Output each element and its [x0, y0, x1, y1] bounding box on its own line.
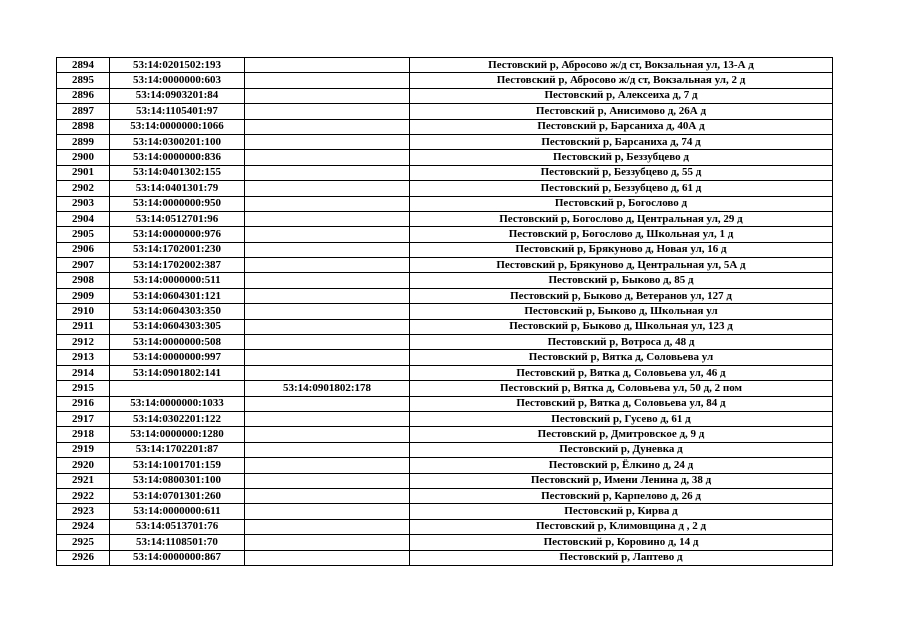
address-cell: Пестовский р, Гусево д, 61 д	[410, 411, 833, 426]
row-number-cell: 2899	[57, 134, 110, 149]
additional-cadastral-number-cell: 53:14:0901802:178	[245, 381, 410, 396]
row-number-cell: 2901	[57, 165, 110, 180]
table-row	[57, 242, 833, 257]
row-number-cell: 2902	[57, 181, 110, 196]
additional-cadastral-number-cell	[245, 119, 410, 134]
table-row	[57, 381, 833, 396]
cadastral-number-cell: 53:14:0401301:79	[110, 181, 245, 196]
additional-cadastral-number-cell	[245, 442, 410, 457]
additional-cadastral-number-cell	[245, 104, 410, 119]
table-row	[57, 227, 833, 242]
cadastral-number-cell: 53:14:0513701:76	[110, 519, 245, 534]
additional-cadastral-number-cell	[245, 473, 410, 488]
address-cell: Пестовский р, Быково д, Ветеранов ул, 127 д	[410, 288, 833, 303]
row-number-cell: 2910	[57, 304, 110, 319]
address-cell: Пестовский р, Коровино д, 14 д	[410, 535, 833, 550]
additional-cadastral-number-cell	[245, 335, 410, 350]
cadastral-number-cell: 53:14:0000000:603	[110, 73, 245, 88]
cadastral-number-cell: 53:14:1105401:97	[110, 104, 245, 119]
table-row	[57, 304, 833, 319]
cadastral-number-cell: 53:14:0604303:305	[110, 319, 245, 334]
row-number-cell: 2913	[57, 350, 110, 365]
cadastral-number-cell: 53:14:0604303:350	[110, 304, 245, 319]
table-row	[57, 411, 833, 426]
additional-cadastral-number-cell	[245, 411, 410, 426]
additional-cadastral-number-cell	[245, 350, 410, 365]
address-cell: Пестовский р, Вятка д, Соловьева ул, 50 д, 2 пом	[410, 381, 833, 396]
table-row	[57, 104, 833, 119]
row-number-cell: 2907	[57, 258, 110, 273]
address-cell: Пестовский р, Беззубцево д	[410, 150, 833, 165]
row-number-cell: 2898	[57, 119, 110, 134]
additional-cadastral-number-cell	[245, 396, 410, 411]
cadastral-number-cell: 53:14:1702001:230	[110, 242, 245, 257]
table-row	[57, 165, 833, 180]
address-cell: Пестовский р, Ёлкино д, 24 д	[410, 458, 833, 473]
row-number-cell: 2909	[57, 288, 110, 303]
table-row	[57, 119, 833, 134]
row-number-cell: 2920	[57, 458, 110, 473]
cadastral-number-cell: 53:14:0000000:997	[110, 350, 245, 365]
address-cell: Пестовский р, Вятка д, Соловьева ул, 84 д	[410, 396, 833, 411]
register-table-body	[57, 58, 833, 566]
address-cell: Пестовский р, Брякуново д, Новая ул, 16 д	[410, 242, 833, 257]
row-number-cell: 2904	[57, 211, 110, 226]
additional-cadastral-number-cell	[245, 488, 410, 503]
table-row	[57, 473, 833, 488]
additional-cadastral-number-cell	[245, 181, 410, 196]
cadastral-number-cell: 53:14:0000000:867	[110, 550, 245, 565]
table-row	[57, 134, 833, 149]
table-row	[57, 365, 833, 380]
table-row	[57, 288, 833, 303]
address-cell: Пестовский р, Богослово д, Центральная ул, 29 д	[410, 211, 833, 226]
table-row	[57, 73, 833, 88]
address-cell: Пестовский р, Карпелово д, 26 д	[410, 488, 833, 503]
table-row	[57, 211, 833, 226]
address-cell: Пестовский р, Быково д, Школьная ул	[410, 304, 833, 319]
additional-cadastral-number-cell	[245, 288, 410, 303]
table-row	[57, 258, 833, 273]
address-cell: Пестовский р, Лаптево д	[410, 550, 833, 565]
additional-cadastral-number-cell	[245, 504, 410, 519]
additional-cadastral-number-cell	[245, 165, 410, 180]
additional-cadastral-number-cell	[245, 73, 410, 88]
row-number-cell: 2894	[57, 58, 110, 73]
row-number-cell: 2924	[57, 519, 110, 534]
row-number-cell: 2905	[57, 227, 110, 242]
address-cell: Пестовский р, Имени Ленина д, 38 д	[410, 473, 833, 488]
additional-cadastral-number-cell	[245, 427, 410, 442]
additional-cadastral-number-cell	[245, 550, 410, 565]
address-cell: Пестовский р, Климовщина д , 2 д	[410, 519, 833, 534]
cadastral-number-cell: 53:14:1108501:70	[110, 535, 245, 550]
additional-cadastral-number-cell	[245, 196, 410, 211]
additional-cadastral-number-cell	[245, 519, 410, 534]
table-row	[57, 550, 833, 565]
cadastral-number-cell: 53:14:0512701:96	[110, 211, 245, 226]
address-cell: Пестовский р, Брякуново д, Центральная ул, 5А д	[410, 258, 833, 273]
additional-cadastral-number-cell	[245, 58, 410, 73]
table-row	[57, 196, 833, 211]
cadastral-number-cell: 53:14:0302201:122	[110, 411, 245, 426]
cadastral-number-cell: 53:14:0000000:1066	[110, 119, 245, 134]
row-number-cell: 2896	[57, 88, 110, 103]
table-row	[57, 273, 833, 288]
table-row	[57, 150, 833, 165]
row-number-cell: 2911	[57, 319, 110, 334]
address-cell: Пестовский р, Дуневка д	[410, 442, 833, 457]
table-row	[57, 535, 833, 550]
table-row	[57, 458, 833, 473]
cadastral-number-cell: 53:14:0000000:511	[110, 273, 245, 288]
table-row	[57, 335, 833, 350]
table-row	[57, 88, 833, 103]
table-row	[57, 396, 833, 411]
cadastral-number-cell: 53:14:0000000:1280	[110, 427, 245, 442]
row-number-cell: 2919	[57, 442, 110, 457]
table-row	[57, 519, 833, 534]
table-row	[57, 488, 833, 503]
row-number-cell: 2895	[57, 73, 110, 88]
table-row	[57, 442, 833, 457]
address-cell: Пестовский р, Дмитровское д, 9 д	[410, 427, 833, 442]
row-number-cell: 2903	[57, 196, 110, 211]
table-row	[57, 319, 833, 334]
address-cell: Пестовский р, Вятка д, Соловьева ул, 46 д	[410, 365, 833, 380]
additional-cadastral-number-cell	[245, 273, 410, 288]
row-number-cell: 2897	[57, 104, 110, 119]
cadastral-number-cell: 53:14:1702201:87	[110, 442, 245, 457]
cadastral-number-cell: 53:14:0000000:976	[110, 227, 245, 242]
additional-cadastral-number-cell	[245, 304, 410, 319]
address-cell: Пестовский р, Барсаниха д, 74 д	[410, 134, 833, 149]
cadastral-number-cell: 53:14:0401302:155	[110, 165, 245, 180]
additional-cadastral-number-cell	[245, 88, 410, 103]
address-cell: Пестовский р, Барсаниха д, 40А д	[410, 119, 833, 134]
additional-cadastral-number-cell	[245, 319, 410, 334]
address-cell: Пестовский р, Быково д, Школьная ул, 123 д	[410, 319, 833, 334]
address-cell: Пестовский р, Вятка д, Соловьева ул	[410, 350, 833, 365]
cadastral-number-cell: 53:14:0000000:611	[110, 504, 245, 519]
row-number-cell: 2912	[57, 335, 110, 350]
address-cell: Пестовский р, Быково д, 85 д	[410, 273, 833, 288]
additional-cadastral-number-cell	[245, 458, 410, 473]
row-number-cell: 2918	[57, 427, 110, 442]
additional-cadastral-number-cell	[245, 227, 410, 242]
cadastral-number-cell: 53:14:0000000:950	[110, 196, 245, 211]
additional-cadastral-number-cell	[245, 535, 410, 550]
row-number-cell: 2922	[57, 488, 110, 503]
row-number-cell: 2916	[57, 396, 110, 411]
cadastral-number-cell: 53:14:0701301:260	[110, 488, 245, 503]
row-number-cell: 2906	[57, 242, 110, 257]
address-cell: Пестовский р, Абросово ж/д ст, Вокзальная ул, 2 д	[410, 73, 833, 88]
row-number-cell: 2923	[57, 504, 110, 519]
additional-cadastral-number-cell	[245, 211, 410, 226]
table-row	[57, 350, 833, 365]
table-row	[57, 504, 833, 519]
additional-cadastral-number-cell	[245, 134, 410, 149]
additional-cadastral-number-cell	[245, 258, 410, 273]
property-register-table	[56, 57, 833, 566]
row-number-cell: 2915	[57, 381, 110, 396]
address-cell: Пестовский р, Абросово ж/д ст, Вокзальная ул, 13-А д	[410, 58, 833, 73]
row-number-cell: 2917	[57, 411, 110, 426]
additional-cadastral-number-cell	[245, 365, 410, 380]
address-cell: Пестовский р, Беззубцево д, 61 д	[410, 181, 833, 196]
row-number-cell: 2908	[57, 273, 110, 288]
row-number-cell: 2925	[57, 535, 110, 550]
row-number-cell: 2926	[57, 550, 110, 565]
cadastral-number-cell	[110, 381, 245, 396]
cadastral-number-cell: 53:14:0000000:1033	[110, 396, 245, 411]
address-cell: Пестовский р, Кирва д	[410, 504, 833, 519]
additional-cadastral-number-cell	[245, 150, 410, 165]
table-row	[57, 181, 833, 196]
row-number-cell: 2900	[57, 150, 110, 165]
address-cell: Пестовский р, Анисимово д, 26А д	[410, 104, 833, 119]
address-cell: Пестовский р, Богослово д	[410, 196, 833, 211]
address-cell: Пестовский р, Алексеиха д, 7 д	[410, 88, 833, 103]
cadastral-number-cell: 53:14:0901802:141	[110, 365, 245, 380]
additional-cadastral-number-cell	[245, 242, 410, 257]
cadastral-number-cell: 53:14:0201502:193	[110, 58, 245, 73]
row-number-cell: 2914	[57, 365, 110, 380]
cadastral-number-cell: 53:14:0000000:508	[110, 335, 245, 350]
address-cell: Пестовский р, Богослово д, Школьная ул, 1 д	[410, 227, 833, 242]
cadastral-number-cell: 53:14:0604301:121	[110, 288, 245, 303]
cadastral-number-cell: 53:14:0903201:84	[110, 88, 245, 103]
cadastral-number-cell: 53:14:1702002:387	[110, 258, 245, 273]
table-row	[57, 58, 833, 73]
cadastral-number-cell: 53:14:1001701:159	[110, 458, 245, 473]
table-row	[57, 427, 833, 442]
cadastral-number-cell: 53:14:0800301:100	[110, 473, 245, 488]
address-cell: Пестовский р, Вотроса д, 48 д	[410, 335, 833, 350]
address-cell: Пестовский р, Беззубцево д, 55 д	[410, 165, 833, 180]
row-number-cell: 2921	[57, 473, 110, 488]
cadastral-number-cell: 53:14:0000000:836	[110, 150, 245, 165]
cadastral-number-cell: 53:14:0300201:100	[110, 134, 245, 149]
